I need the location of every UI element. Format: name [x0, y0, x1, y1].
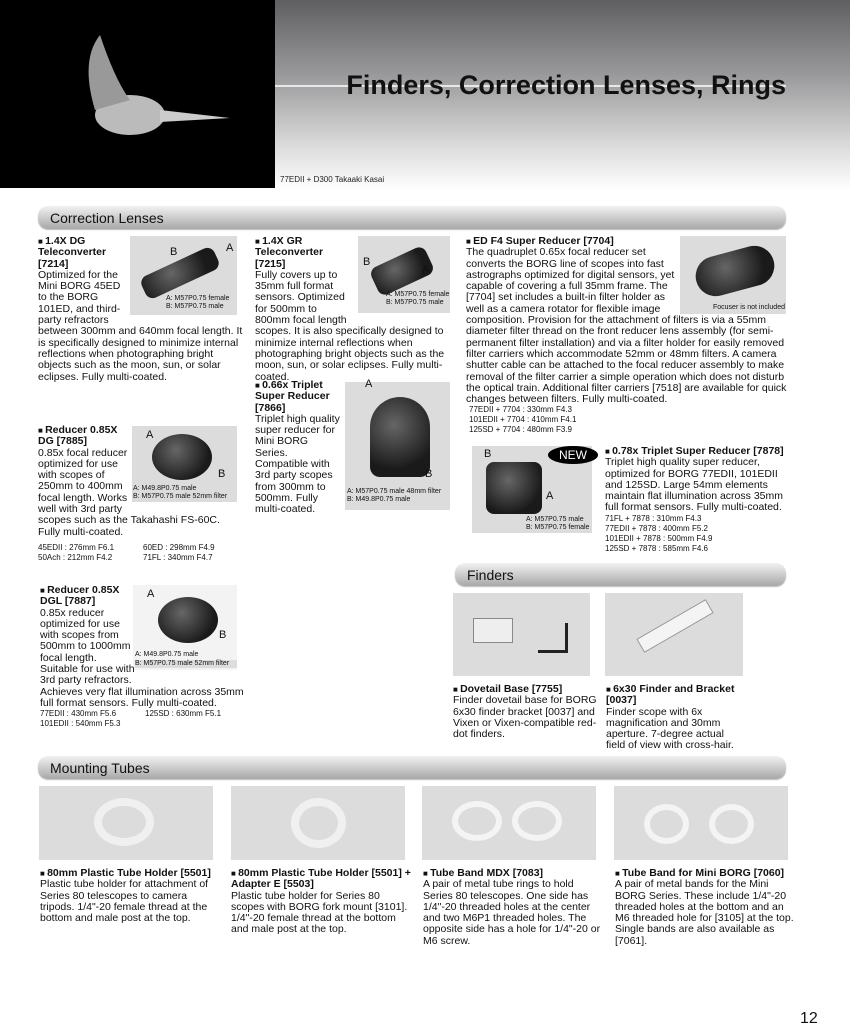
page-title: Finders, Correction Lenses, Rings	[346, 70, 786, 100]
product-title: ■ 80mm Plastic Tube Holder [5501] + Adapter E [5503]	[231, 868, 411, 891]
product-image-7866	[345, 378, 450, 510]
label-b: B	[425, 468, 433, 480]
spec-line: 77EDII + 7878 : 400mm F5.2	[605, 523, 708, 533]
thread-b: B: M57P0.75 male 52mm filter	[135, 660, 237, 668]
thread-b: B: M57P0.75 male 52mm filter	[133, 493, 228, 500]
product-image-7755	[453, 593, 590, 676]
product-title: ■ Reducer 0.85X DGL [7887]	[40, 585, 250, 608]
product-0037	[606, 684, 746, 752]
thread-b: B: M57P0.75 female	[526, 524, 590, 531]
label-a: A	[147, 588, 155, 600]
photo-caption: 77EDII + D300 Takaaki Kasai	[280, 175, 385, 184]
thread-a: A: M49.8P0.75 male	[133, 485, 197, 492]
product-desc: Triplet high quality super reducer, optimized for BORG 77EDII, 101EDII and 125SD. Large 54mm elements maintain flat illumination across 35mm full format sensors. Fully multi-coated.	[605, 456, 783, 514]
product-desc: Triplet high quality super reducer for Mini BORG Series. Compatible with 3rd party scopes from 300mm to 500mm. Fully multi-coated.	[255, 412, 340, 516]
product-7878	[605, 446, 795, 554]
spec-line: 125SD + 7878 : 585mm F4.6	[605, 543, 708, 553]
label-a: A	[546, 490, 554, 502]
label-a: A	[365, 378, 373, 390]
product-title: ■ 1.4X GR Teleconverter [7215]	[255, 236, 455, 270]
product-image-5501	[39, 786, 213, 860]
label-b: B	[218, 468, 226, 480]
product-image-7083	[422, 786, 596, 860]
product-7755	[453, 684, 598, 740]
product-title: ■ Dovetail Base [7755]	[453, 684, 598, 695]
label-b: B	[170, 246, 178, 258]
product-desc: Plastic tube holder for Series 80 scopes with BORG fork mount [3101]. 1/4"-20 female thread at the bottom and male post at the top.	[231, 889, 408, 936]
spec-line: 50Ach : 212mm F4.2	[38, 552, 113, 562]
thread-b: B: M57P0.75 male	[166, 303, 224, 310]
label-b: B	[219, 629, 227, 641]
bird-image	[0, 0, 275, 188]
product-title: ■ 0.78x Triplet Super Reducer [7878]	[605, 446, 795, 457]
product-image-0037	[605, 593, 743, 676]
new-badge: NEW	[548, 446, 598, 464]
product-title: ■ Tube Band for Mini BORG [7060]	[615, 868, 795, 879]
label-a: A	[422, 264, 430, 276]
product-desc: Plastic tube holder for attachment of Series 80 telescopes to camera tripods. 1/4"-20 female thread at the bottom and male post at the top.	[40, 878, 209, 925]
product-7215	[255, 236, 455, 383]
spec-line: 101EDII + 7878 : 500mm F4.9	[605, 533, 713, 543]
spec-line: 71FL : 340mm F4.7	[143, 552, 213, 562]
spec-line: 125SD + 7704 : 480mm F3.9	[469, 425, 572, 435]
product-title: ■ 80mm Plastic Tube Holder [5501]	[40, 868, 220, 879]
thread-a: A: M57P0.75 male 48mm filter	[347, 488, 442, 495]
focuser-note: Focuser is not included	[713, 304, 785, 311]
product-7060	[615, 868, 795, 947]
product-title: ■ ED F4 Super Reducer [7704]	[466, 236, 796, 247]
product-7887	[40, 585, 250, 729]
thread-a: A: M57P0.75 female	[166, 295, 230, 302]
product-image-5503	[231, 786, 405, 860]
spec-line: 71FL + 7878 : 310mm F4.3	[605, 513, 702, 523]
thread-a: A: M57P0.75 male	[526, 516, 584, 523]
product-title: ■ Tube Band MDX [7083]	[423, 868, 603, 879]
product-desc: Finder scope with 6x magnification and 30mm aperture. 7-degree actual field of view with cross-hair.	[606, 705, 734, 752]
label-b: B	[363, 256, 371, 268]
label-b: B	[484, 448, 492, 460]
product-desc: A pair of metal tube rings to hold Series 80 telescopes. One side has 1/4"-20 threaded holes at the center and two M6P1 threaded holes. The opposite side has a hole for 1/4"-20 or M6 screw.	[423, 878, 601, 947]
product-title: ■ 0.66x Triplet Super Reducer [7866]	[255, 380, 343, 414]
product-7704	[466, 236, 796, 435]
product-image-7060	[614, 786, 788, 860]
thread-b: B: M57P0.75 male	[386, 299, 444, 306]
spec-line: 101EDII : 540mm F5.3	[40, 719, 121, 729]
product-title: ■ 6x30 Finder and Bracket [0037]	[606, 684, 746, 707]
section-finders: Finders	[455, 563, 786, 586]
product-7866	[255, 380, 343, 516]
product-desc: Finder dovetail base for BORG 6x30 finder bracket [0037] and Vixen or Vixen-compatible red-dot finders.	[453, 694, 597, 741]
label-a: A	[226, 242, 234, 254]
product-title: ■ Reducer 0.85X DG [7885]	[38, 425, 243, 448]
product-desc: 0.85x reducer optimized for use with scopes from 500mm to 1000mm focal length. Suitable for use with 3rd party refractors. Achieves very flat illumination across 35mm full format sensors. Fully multi-coated.	[40, 606, 244, 709]
spec-line: 60ED : 298mm F4.9	[143, 542, 215, 552]
product-7214	[38, 236, 248, 383]
product-5503	[231, 868, 411, 936]
label-a: A	[146, 429, 154, 441]
thread-a: A: M57P0.75 female	[386, 291, 450, 298]
product-7885	[38, 425, 243, 563]
section-correction-lenses: Correction Lenses	[38, 206, 786, 229]
product-desc: 0.85x focal reducer optimized for use with scopes of 250mm to 400mm focal length. Works well with 3rd party scopes such as the Takahashi FS-60C. Fully multi-coated.	[38, 446, 220, 538]
section-mounting-tubes: Mounting Tubes	[38, 756, 786, 779]
product-desc: Fully covers up to 35mm full format sensors. Optimized for 500mm to 800mm focal length scopes. It is also specifically designed to minimize internal reflections when photographing bright objects such as the moon, sun, or solar eclipses. Fully multi-coated.	[255, 268, 445, 383]
spec-line: 45EDII : 276mm F6.1	[38, 542, 115, 552]
spec-line: 101EDII + 7704 : 410mm F4.1	[469, 415, 577, 425]
thread-b: B: M49.8P0.75 male	[347, 496, 411, 503]
product-7083	[423, 868, 603, 947]
page-number: 12	[800, 1010, 818, 1027]
product-desc: A pair of metal bands for the Mini BORG Series. These include 1/4"-20 threaded holes at the bottom and an M6 threaded hole for [3105] at the top. Single bands are also available as [7061].	[615, 878, 794, 947]
product-title: ■ 1.4X DG Teleconverter [7214]	[38, 236, 118, 270]
spec-line: 77EDII + 7704 : 330mm F4.3	[469, 405, 572, 415]
product-desc: Optimized for the Mini BORG 45ED to the BORG 101ED, and third-party refractors between 300mm and 640mm focal length. It is specifically designed to minimize internal reflections when photographing bright objects such as the moon, sun, or solar eclipses. Fully multi-coated.	[38, 268, 243, 383]
thread-a: A: M49.8P0.75 male	[135, 651, 199, 658]
product-5501	[40, 868, 220, 924]
spec-line: 77EDII : 430mm F5.6	[40, 709, 117, 719]
kingfisher-photo	[0, 0, 275, 188]
spec-line: 125SD : 630mm F5.1	[145, 709, 222, 719]
product-desc: The quadruplet 0.65x focal reducer set converts the BORG line of scopes into fast astrographs optimized for digital sensors, yet capable of covering a full 35mm frame. The [7704] set includes a built-in filter holder as well as a camera rotator for flexible image composition. Provision for the attachment of filters is via a 55mm diameter filter thread on the front reducer lens assembly (for semi-permanent filter installation) and via a filter holder for easily removed filter carriers which accommodate 52mm or 48mm filters. A camera shutter cable can be attached to the focal reducer assembly to make removal of the filter carrier a simple operation which does not disturb the optical train. Additional filter carriers [7518] are available for quick changes between filters. Fully multi-coated.	[466, 246, 787, 406]
